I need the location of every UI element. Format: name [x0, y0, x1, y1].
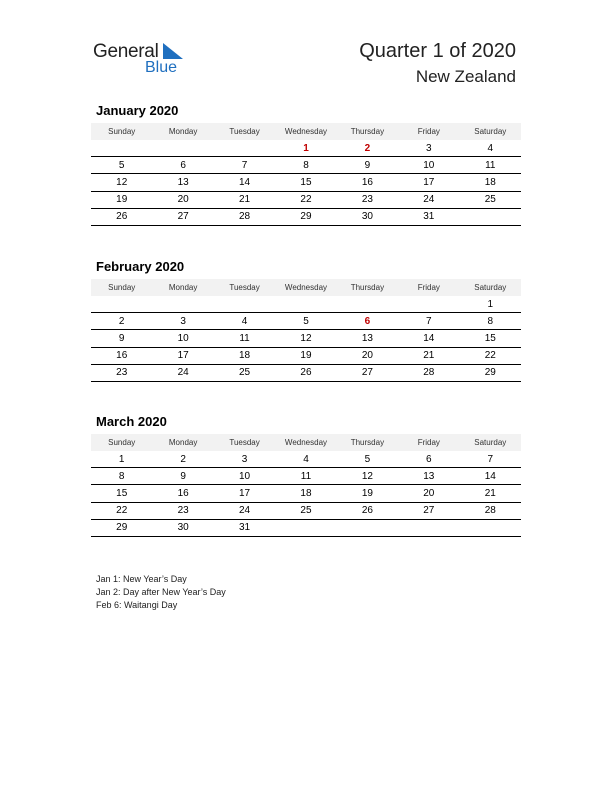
- weekday-header-row: [91, 279, 521, 296]
- day-cell: 18: [214, 347, 275, 364]
- weekday-header: Sunday: [91, 279, 152, 296]
- weekday-header: Sunday: [91, 123, 152, 140]
- day-cell: 11: [275, 468, 336, 485]
- day-cell: 5: [337, 451, 398, 468]
- week-row: [91, 364, 521, 381]
- day-cell: 29: [460, 364, 521, 381]
- day-cell: 12: [91, 174, 152, 191]
- day-cell: 24: [398, 191, 459, 208]
- day-cell: 1: [91, 451, 152, 468]
- day-cell: 19: [275, 347, 336, 364]
- flag-icon: [163, 43, 183, 59]
- day-cell: 17: [214, 485, 275, 502]
- day-cell: 18: [460, 174, 521, 191]
- day-cell: 13: [398, 468, 459, 485]
- holiday-day-cell: 2: [337, 140, 398, 157]
- day-cell: [460, 208, 521, 225]
- week-row: [91, 208, 521, 225]
- day-cell: 4: [214, 313, 275, 330]
- day-cell: 9: [337, 157, 398, 174]
- weekday-header: Monday: [152, 123, 213, 140]
- week-row: [91, 485, 521, 502]
- week-row: [91, 174, 521, 191]
- day-cell: 3: [214, 451, 275, 468]
- logo: [93, 40, 193, 80]
- day-cell: 19: [337, 485, 398, 502]
- day-cell: 9: [91, 330, 152, 347]
- day-cell: 22: [460, 347, 521, 364]
- holiday-day-cell: 1: [275, 140, 336, 157]
- day-cell: [275, 296, 336, 313]
- week-row: [91, 296, 521, 313]
- day-cell: 10: [214, 468, 275, 485]
- day-cell: 7: [214, 157, 275, 174]
- logo-general-text: General: [93, 41, 159, 62]
- day-cell: 27: [337, 364, 398, 381]
- weekday-header: Saturday: [460, 434, 521, 451]
- day-cell: 26: [91, 208, 152, 225]
- day-cell: 24: [214, 502, 275, 519]
- day-cell: 25: [460, 191, 521, 208]
- holiday-note: Jan 2: Day after New Year’s Day: [96, 587, 226, 597]
- holiday-note: Feb 6: Waitangi Day: [96, 600, 178, 610]
- logo-blue-text: Blue: [145, 59, 178, 76]
- day-cell: 26: [275, 364, 336, 381]
- weekday-header: Thursday: [337, 123, 398, 140]
- weekday-header: Tuesday: [214, 279, 275, 296]
- day-cell: 30: [337, 208, 398, 225]
- day-cell: 29: [275, 208, 336, 225]
- day-cell: 7: [460, 451, 521, 468]
- day-cell: 31: [214, 519, 275, 536]
- day-cell: 13: [152, 174, 213, 191]
- day-cell: 1: [460, 296, 521, 313]
- day-cell: 22: [275, 191, 336, 208]
- weekday-header: Sunday: [91, 434, 152, 451]
- weekday-header: Wednesday: [275, 434, 336, 451]
- week-row: [91, 519, 521, 536]
- day-cell: 14: [214, 174, 275, 191]
- day-cell: 23: [152, 502, 213, 519]
- month-title: January 2020: [96, 103, 179, 118]
- day-cell: 2: [91, 313, 152, 330]
- month-february: [91, 258, 521, 382]
- day-cell: 12: [337, 468, 398, 485]
- day-cell: 9: [152, 468, 213, 485]
- week-row: [91, 451, 521, 468]
- day-cell: 3: [152, 313, 213, 330]
- day-cell: 19: [91, 191, 152, 208]
- page-title: Quarter 1 of 2020: [359, 40, 516, 62]
- weekday-header: Tuesday: [214, 123, 275, 140]
- day-cell: 2: [152, 451, 213, 468]
- day-cell: 4: [275, 451, 336, 468]
- day-cell: 17: [398, 174, 459, 191]
- day-cell: 10: [152, 330, 213, 347]
- day-cell: 28: [398, 364, 459, 381]
- day-cell: [337, 519, 398, 536]
- day-cell: 21: [398, 347, 459, 364]
- day-cell: 13: [337, 330, 398, 347]
- day-cell: 27: [398, 502, 459, 519]
- week-row: [91, 468, 521, 485]
- week-row: [91, 191, 521, 208]
- day-cell: 31: [398, 208, 459, 225]
- day-cell: [460, 519, 521, 536]
- day-cell: 16: [337, 174, 398, 191]
- weekday-header: Thursday: [337, 434, 398, 451]
- day-cell: 25: [214, 364, 275, 381]
- week-row: [91, 347, 521, 364]
- day-cell: 23: [337, 191, 398, 208]
- day-cell: 11: [460, 157, 521, 174]
- weekday-header: Friday: [398, 123, 459, 140]
- day-cell: 16: [152, 485, 213, 502]
- day-cell: 20: [152, 191, 213, 208]
- month-title: March 2020: [96, 414, 167, 429]
- day-cell: 22: [91, 502, 152, 519]
- holiday-day-cell: 6: [337, 313, 398, 330]
- day-cell: 6: [398, 451, 459, 468]
- day-cell: 29: [91, 519, 152, 536]
- day-cell: 7: [398, 313, 459, 330]
- day-cell: [337, 296, 398, 313]
- day-cell: 15: [275, 174, 336, 191]
- day-cell: [91, 296, 152, 313]
- day-cell: 28: [460, 502, 521, 519]
- day-cell: 23: [91, 364, 152, 381]
- day-cell: 10: [398, 157, 459, 174]
- day-cell: 14: [460, 468, 521, 485]
- week-row: [91, 313, 521, 330]
- weekday-header: Friday: [398, 279, 459, 296]
- month-title: February 2020: [96, 259, 185, 274]
- weekday-header: Wednesday: [275, 279, 336, 296]
- week-row: [91, 140, 521, 157]
- day-cell: 21: [214, 191, 275, 208]
- day-cell: 5: [275, 313, 336, 330]
- day-cell: 30: [152, 519, 213, 536]
- day-cell: [275, 519, 336, 536]
- day-cell: [398, 519, 459, 536]
- week-row: [91, 502, 521, 519]
- day-cell: 14: [398, 330, 459, 347]
- weekday-header: Tuesday: [214, 434, 275, 451]
- day-cell: 11: [214, 330, 275, 347]
- day-cell: [152, 140, 213, 157]
- day-cell: 8: [460, 313, 521, 330]
- day-cell: 17: [152, 347, 213, 364]
- day-cell: 27: [152, 208, 213, 225]
- weekday-header: Monday: [152, 434, 213, 451]
- week-row: [91, 330, 521, 347]
- weekday-header: Wednesday: [275, 123, 336, 140]
- country-name: New Zealand: [415, 67, 516, 86]
- weekday-header-row: [91, 434, 521, 451]
- weekday-header: Monday: [152, 279, 213, 296]
- calendar-grid: [91, 123, 521, 226]
- calendar-grid: [91, 279, 521, 382]
- day-cell: 18: [275, 485, 336, 502]
- calendar-grid: [91, 434, 521, 537]
- day-cell: [152, 296, 213, 313]
- day-cell: 26: [337, 502, 398, 519]
- day-cell: 16: [91, 347, 152, 364]
- day-cell: 25: [275, 502, 336, 519]
- weekday-header: Thursday: [337, 279, 398, 296]
- day-cell: 12: [275, 330, 336, 347]
- month-january: [91, 102, 521, 226]
- day-cell: [398, 296, 459, 313]
- day-cell: 4: [460, 140, 521, 157]
- day-cell: [91, 140, 152, 157]
- day-cell: 15: [91, 485, 152, 502]
- day-cell: 8: [91, 468, 152, 485]
- day-cell: 8: [275, 157, 336, 174]
- weekday-header: Friday: [398, 434, 459, 451]
- month-march: [91, 413, 521, 537]
- weekday-header-row: [91, 123, 521, 140]
- day-cell: 3: [398, 140, 459, 157]
- weekday-header: Saturday: [460, 279, 521, 296]
- day-cell: 20: [398, 485, 459, 502]
- day-cell: 5: [91, 157, 152, 174]
- day-cell: 6: [152, 157, 213, 174]
- day-cell: 28: [214, 208, 275, 225]
- weekday-header: Saturday: [460, 123, 521, 140]
- week-row: [91, 157, 521, 174]
- day-cell: 20: [337, 347, 398, 364]
- day-cell: [214, 296, 275, 313]
- day-cell: 15: [460, 330, 521, 347]
- holiday-notes: [96, 573, 226, 612]
- day-cell: 24: [152, 364, 213, 381]
- day-cell: [214, 140, 275, 157]
- holiday-note: Jan 1: New Year’s Day: [96, 574, 187, 584]
- day-cell: 21: [460, 485, 521, 502]
